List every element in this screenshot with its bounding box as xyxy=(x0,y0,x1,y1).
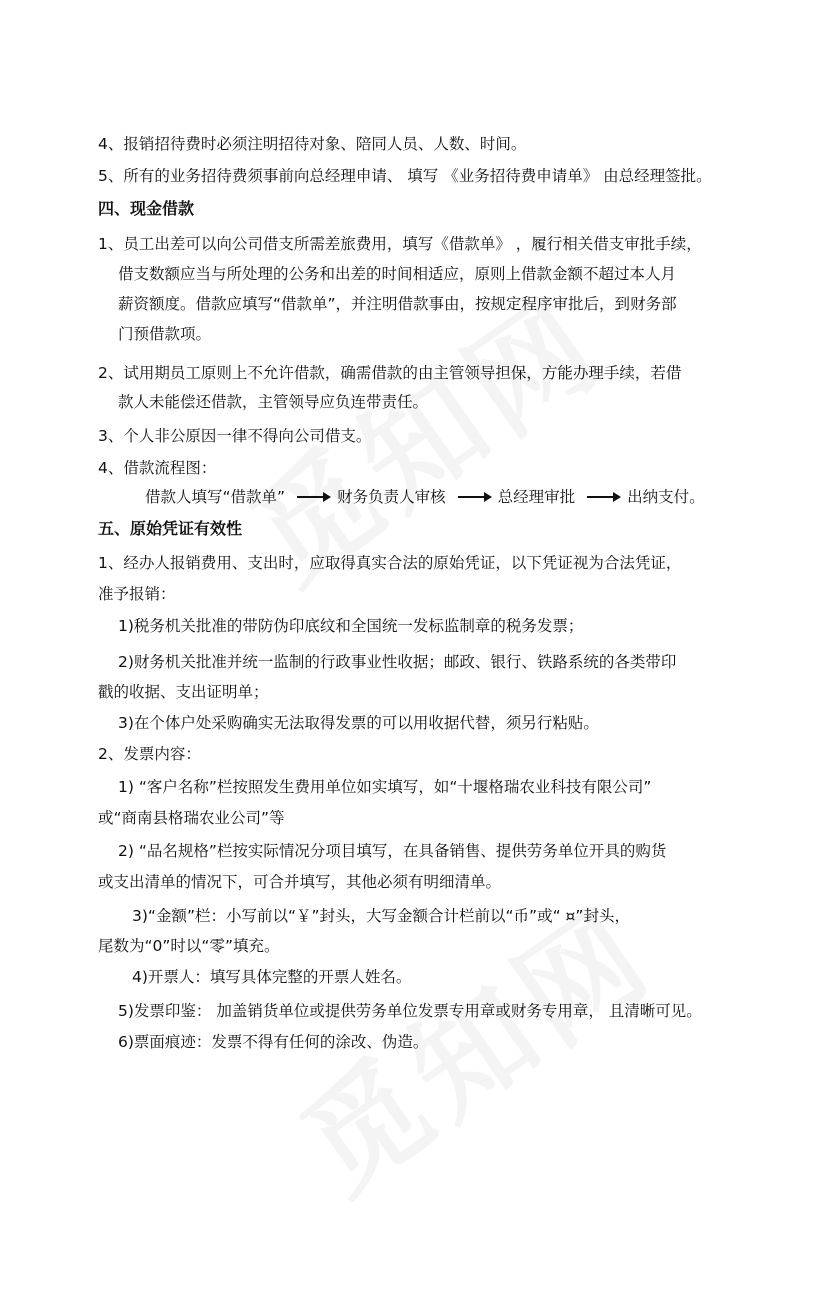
text-line: 5)发票印鉴： 加盖销货单位或提供劳务单位发票专用章或财务专用章， 且清晰可见。 xyxy=(118,1002,702,1020)
section-heading: 四、现金借款 xyxy=(98,199,195,218)
flow-step: 财务负责人审核 xyxy=(337,488,446,506)
text-line: 6)票面痕迹：发票不得有任何的涂改、伪造。 xyxy=(118,1033,429,1051)
flow-step: 出纳支付。 xyxy=(627,488,705,506)
arrow-right-icon xyxy=(458,496,488,498)
flow-step: 总经理审批 xyxy=(497,488,576,506)
text-line: 2) “品名规格”栏按实际情况分项目填写，在具备销售、提供劳务单位开具的购货 xyxy=(118,842,667,860)
text-line: 2、发票内容： xyxy=(98,745,201,763)
arrow-right-icon xyxy=(587,496,617,498)
text-line: 或支出清单的情况下，可合并填写，其他必须有明细清单。 xyxy=(98,873,502,891)
text-line: 3)“金额”栏：小写前以“￥”封头，大写金额合计栏前以“币”或“ ¤”封头， xyxy=(132,907,630,925)
text-line: 3、个人非公原因一律不得向公司借支。 xyxy=(98,427,372,445)
text-line: 3)在个体户处采购确实无法取得发票的可以用收据代替，须另行粘贴。 xyxy=(118,714,599,732)
text-line: 借支数额应当与所处理的公务和出差的时间相适应，原则上借款金额不超过本人月 xyxy=(118,265,677,283)
text-line: 1) “客户名称”栏按照发生费用单位如实填写，如“十堰格瑞农业科技有限公司” xyxy=(118,778,652,796)
text-line: 5、所有的业务招待费须事前向总经理申请、 填写 《业务招待费申请单》 由总经理签批。 xyxy=(98,167,712,185)
text-line: 4、借款流程图： xyxy=(98,459,217,477)
arrow-right-icon xyxy=(297,496,327,498)
loan-flowchart xyxy=(145,486,705,508)
text-line: 1、经办人报销费用、支出时，应取得真实合法的原始凭证，以下凭证视为合法凭证， xyxy=(98,554,682,572)
text-line: 款人未能偿还借款，主管领导应负连带责任。 xyxy=(118,393,429,411)
text-line: 1)税务机关批准的带防伪印底纹和全国统一发标监制章的税务发票； xyxy=(118,617,584,635)
section-heading: 五、原始凭证有效性 xyxy=(98,519,243,538)
text-line: 2、试用期员工原则上不允许借款，确需借款的由主管领导担保，方能办理手续，若借 xyxy=(98,364,682,382)
text-line: 准予报销： xyxy=(98,585,176,603)
text-line: 门预借款项。 xyxy=(118,325,212,343)
text-line: 2)财务机关批准并统一监制的行政事业性收据；邮政、银行、铁路系统的各类带印 xyxy=(118,653,677,671)
text-line: 4、报销招待费时必须注明招待对象、陪同人员、人数、时间。 xyxy=(98,135,527,153)
text-line: 尾数为“0”时以“零”填充。 xyxy=(98,937,280,955)
text-line: 或“商南县格瑞农业公司”等 xyxy=(98,809,285,827)
text-line: 戳的收据、支出证明单； xyxy=(98,683,269,701)
text-line: 薪资额度。借款应填写“借款单”，并注明借款事由，按规定程序审批后，到财务部 xyxy=(118,295,677,313)
text-line: 1、员工出差可以向公司借支所需差旅费用，填写《借款单》 ，履行相关借支审批手续， xyxy=(98,235,702,253)
text-line: 4)开票人：填写具体完整的开票人姓名。 xyxy=(132,968,412,986)
flow-step: 借款人填写“借款单” xyxy=(145,488,286,506)
